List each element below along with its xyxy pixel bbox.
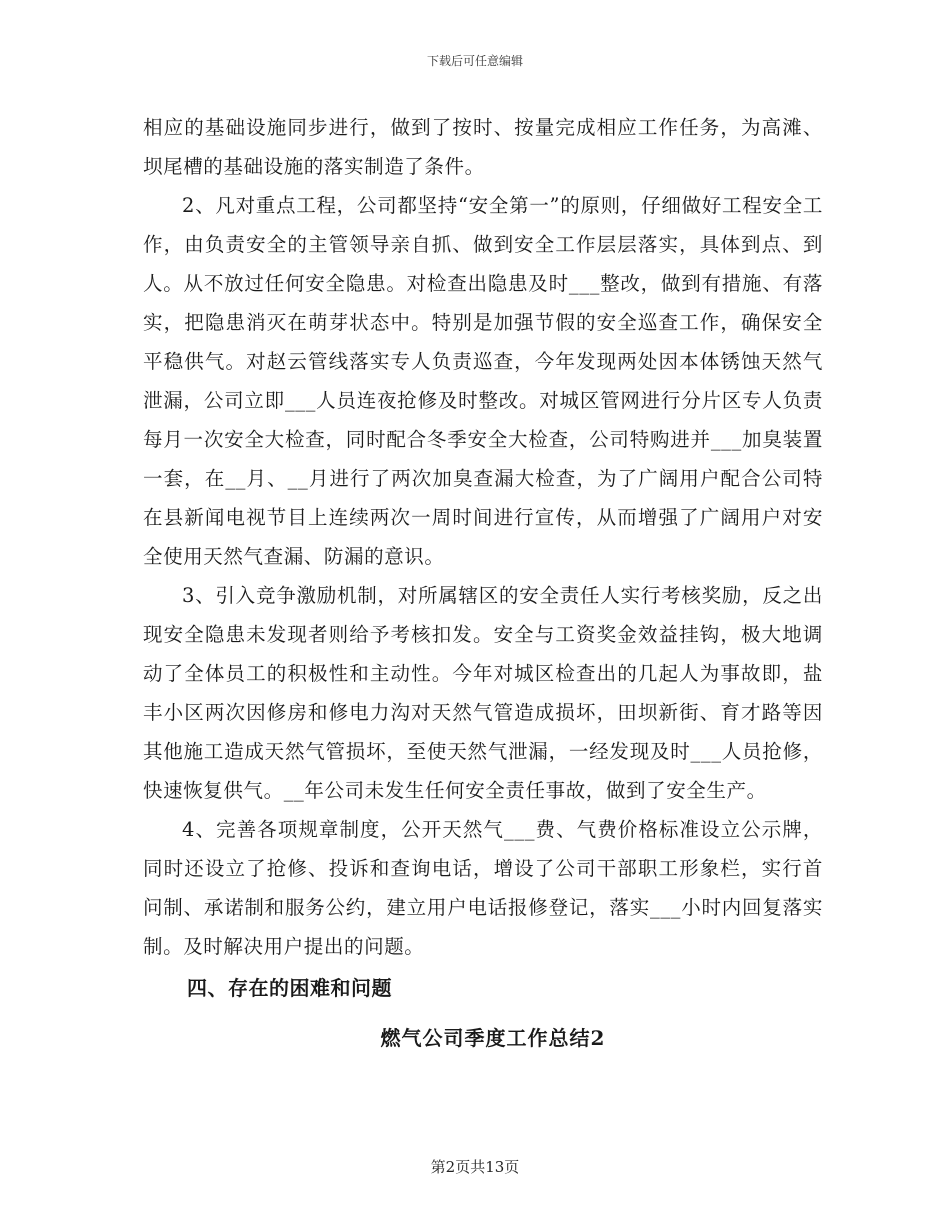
paragraph-item-2: 2、凡对重点工程，公司都坚持“安全第一”的原则，仔细做好工程安全工作，由负责安全的主管领导亲自抓、做到安全工作层层落实，具体到点、到人。从不放过任何安全隐患。对检查出隐患及时___整改，做到有措施、有落实，把隐患消灭在萌芽状态中。特别是加强节假的安全巡查工作，确保安全平稳供气。对赵云管线落实专人负责巡查，今年发现两处因本体锈蚀天然气泄漏，公司立即___人员连夜抢修及时整改。对城区管网进行分片区专人负责每月一次安全大检查，同时配合冬季安全大检查，公司特购进并___加臭装置一套，在__月、__月进行了两次加臭查漏大检查，为了广阔用户配合公司特在县新闻电视节目上连续两次一周时间进行宣传，从而增强了广阔用户对安全使用天然气查漏、防漏的意识。 — [143, 194, 823, 568]
document-title: 燃气公司季度工作总结2 — [380, 1026, 606, 1050]
document-body — [143, 108, 823, 1058]
page-number: 第2页共13页 — [430, 1158, 520, 1176]
paragraph-continuation: 相应的基础设施同步进行，做到了按时、按量完成相应工作任务，为高滩、坝尾槽的基础设施的落实制造了条件。 — [143, 116, 823, 178]
section-heading: 四、存在的困难和问题 — [187, 976, 392, 1000]
page-header: 下载后可任意编辑 — [426, 54, 523, 68]
paragraph-item-3: 3、引入竞争激励机制，对所属辖区的安全责任人实行考核奖励，反之出现安全隐患未发现者则给予考核扣发。安全与工资奖金效益挂钩，极大地调动了全体员工的积极性和主动性。今年对城区检查出的几起人为事故即，盐丰小区两次因修房和修电力沟对天然气管造成损坏，田坝新街、育才路等因其他施工造成天然气管损坏，至使天然气泄漏，一经发现及时___人员抢修，快速恢复供气。__年公司未发生任何安全责任事故，做到了安全生产。 — [143, 584, 823, 802]
paragraph-item-4: 4、完善各项规章制度，公开天然气___费、气费价格标准设立公示牌，同时还设立了抢修、投诉和查询电话，增设了公司干部职工形象栏，实行首问制、承诺制和服务公约，建立用户电话报修登记，落实___小时内回复落实制。及时解决用户提出的问题。 — [143, 818, 823, 958]
